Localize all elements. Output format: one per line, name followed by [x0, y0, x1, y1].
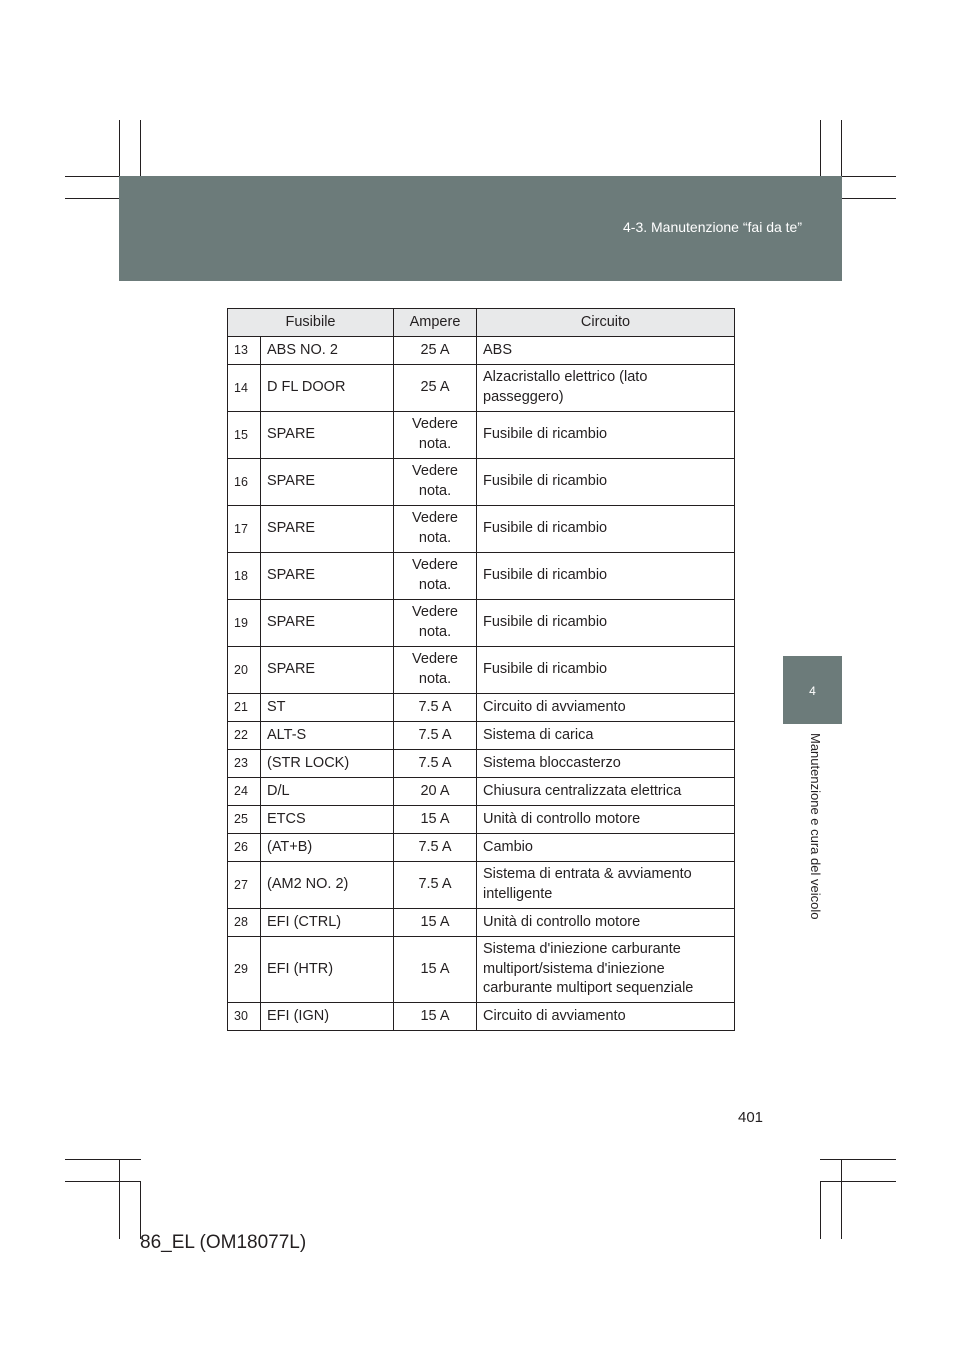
column-header-circuit: Circuito — [477, 309, 735, 337]
chapter-tab — [783, 656, 842, 724]
table-row — [228, 862, 735, 909]
fuse-name: D FL DOOR — [261, 365, 394, 412]
header-band — [119, 176, 842, 281]
fuse-number: 23 — [228, 750, 261, 778]
chapter-number: 4 — [809, 684, 816, 698]
fuse-circuit: Fusibile di ricambio — [477, 553, 735, 600]
fuse-number: 28 — [228, 909, 261, 937]
fuse-name: ETCS — [261, 806, 394, 834]
fuse-name: ABS NO. 2 — [261, 337, 394, 365]
fuse-number: 16 — [228, 459, 261, 506]
fuse-ampere: 20 A — [394, 778, 477, 806]
fuse-circuit: Circuito di avviamento — [477, 694, 735, 722]
fuse-name: (AT+B) — [261, 834, 394, 862]
table-row — [228, 834, 735, 862]
crop-mark — [841, 1159, 842, 1239]
fuse-number: 21 — [228, 694, 261, 722]
fuse-circuit: Sistema di carica — [477, 722, 735, 750]
fuse-ampere: 15 A — [394, 1003, 477, 1031]
table-row — [228, 722, 735, 750]
fuse-circuit: Cambio — [477, 834, 735, 862]
fuse-number: 27 — [228, 862, 261, 909]
table-row — [228, 412, 735, 459]
crop-mark — [65, 1159, 141, 1160]
fuse-circuit: ABS — [477, 337, 735, 365]
fuse-ampere: 15 A — [394, 909, 477, 937]
fuse-ampere: 15 A — [394, 806, 477, 834]
fuse-number: 29 — [228, 937, 261, 1003]
fuse-number: 20 — [228, 647, 261, 694]
fuse-name: SPARE — [261, 412, 394, 459]
table-row — [228, 806, 735, 834]
column-header-ampere: Ampere — [394, 309, 477, 337]
crop-mark — [119, 1159, 120, 1239]
fuse-circuit: Fusibile di ricambio — [477, 600, 735, 647]
crop-mark — [140, 1181, 141, 1239]
fuse-ampere: 7.5 A — [394, 750, 477, 778]
fuse-name: (AM2 NO. 2) — [261, 862, 394, 909]
fuse-ampere: Vedere nota. — [394, 412, 477, 459]
fuse-ampere: Vedere nota. — [394, 647, 477, 694]
table-row — [228, 553, 735, 600]
table-row — [228, 337, 735, 365]
crop-mark — [820, 1181, 896, 1182]
fuse-name: ALT-S — [261, 722, 394, 750]
fuse-circuit: Circuito di avviamento — [477, 1003, 735, 1031]
fuse-ampere: 25 A — [394, 365, 477, 412]
fuse-circuit: Fusibile di ricambio — [477, 506, 735, 553]
fuse-circuit: Sistema bloccasterzo — [477, 750, 735, 778]
crop-mark — [820, 1181, 821, 1239]
fuse-number: 19 — [228, 600, 261, 647]
fuse-ampere: 7.5 A — [394, 834, 477, 862]
fuse-circuit: Fusibile di ricambio — [477, 412, 735, 459]
fuse-name: ST — [261, 694, 394, 722]
table-row — [228, 600, 735, 647]
fuse-ampere: Vedere nota. — [394, 553, 477, 600]
fuse-circuit: Fusibile di ricambio — [477, 459, 735, 506]
fuse-circuit: Alzacristallo elettrico (lato passeggero) — [477, 365, 735, 412]
table-row — [228, 909, 735, 937]
fuse-ampere: Vedere nota. — [394, 600, 477, 647]
fuse-number: 24 — [228, 778, 261, 806]
table-row — [228, 937, 735, 1003]
fuse-circuit: Unità di controllo motore — [477, 806, 735, 834]
fuse-circuit: Sistema di entrata & avviamento intelligente — [477, 862, 735, 909]
fuse-name: EFI (IGN) — [261, 1003, 394, 1031]
fuse-number: 17 — [228, 506, 261, 553]
fuse-number: 18 — [228, 553, 261, 600]
crop-mark — [820, 1159, 896, 1160]
column-header-fuse: Fusibile — [228, 309, 394, 337]
fuse-number: 22 — [228, 722, 261, 750]
fuse-circuit: Sistema d'iniezione carburante multiport/sistema d'iniezione carburante multiport sequenziale — [477, 937, 735, 1003]
fuse-name: SPARE — [261, 553, 394, 600]
fuse-circuit: Chiusura centralizzata elettrica — [477, 778, 735, 806]
table-row — [228, 694, 735, 722]
fuse-ampere: 7.5 A — [394, 694, 477, 722]
fuse-ampere: 7.5 A — [394, 862, 477, 909]
fuse-circuit: Unità di controllo motore — [477, 909, 735, 937]
fuse-name: D/L — [261, 778, 394, 806]
fuse-name: SPARE — [261, 506, 394, 553]
fuse-name: (STR LOCK) — [261, 750, 394, 778]
fuse-number: 26 — [228, 834, 261, 862]
table-row — [228, 647, 735, 694]
fuse-name: EFI (HTR) — [261, 937, 394, 1003]
document-code: 86_EL (OM18077L) — [140, 1232, 307, 1253]
fuse-name: SPARE — [261, 459, 394, 506]
fuse-number: 14 — [228, 365, 261, 412]
fuse-number: 15 — [228, 412, 261, 459]
fuse-name: SPARE — [261, 600, 394, 647]
fuse-name: SPARE — [261, 647, 394, 694]
fuse-number: 13 — [228, 337, 261, 365]
fuse-table — [227, 308, 735, 1031]
table-header-row — [228, 309, 735, 337]
fuse-name: EFI (CTRL) — [261, 909, 394, 937]
fuse-ampere: Vedere nota. — [394, 506, 477, 553]
chapter-label: Manutenzione e cura del veicolo — [808, 733, 823, 920]
table-row — [228, 459, 735, 506]
fuse-number: 25 — [228, 806, 261, 834]
table-row — [228, 778, 735, 806]
fuse-ampere: 25 A — [394, 337, 477, 365]
fuse-circuit: Fusibile di ricambio — [477, 647, 735, 694]
section-title: 4-3. Manutenzione “fai da te” — [623, 219, 802, 235]
fuse-ampere: 15 A — [394, 937, 477, 1003]
page-number: 401 — [738, 1109, 764, 1126]
table-row — [228, 750, 735, 778]
fuse-ampere: 7.5 A — [394, 722, 477, 750]
crop-mark — [65, 1181, 141, 1182]
table-row — [228, 1003, 735, 1031]
table-row — [228, 506, 735, 553]
fuse-number: 30 — [228, 1003, 261, 1031]
table-row — [228, 365, 735, 412]
fuse-ampere: Vedere nota. — [394, 459, 477, 506]
